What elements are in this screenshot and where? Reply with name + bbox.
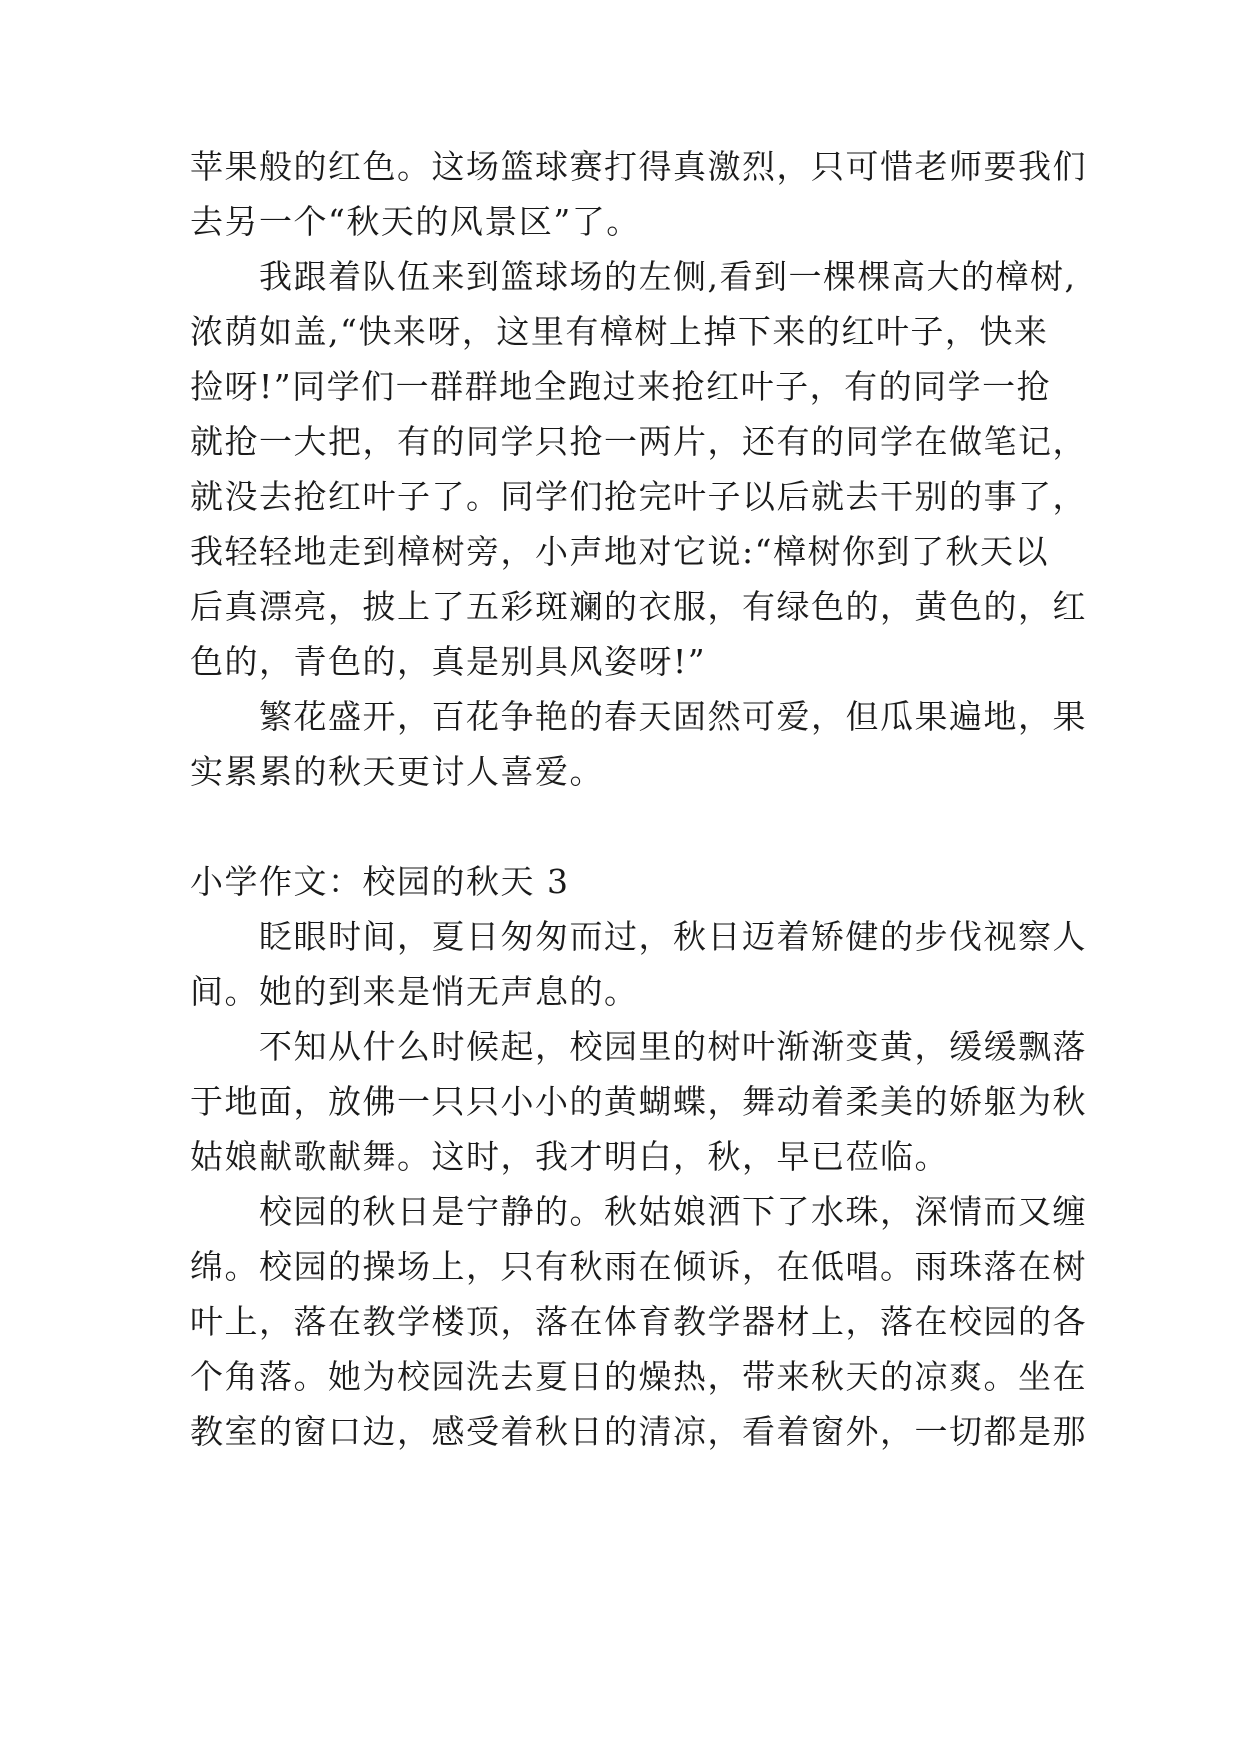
text-line: 个角落。她为校园洗去夏日的燥热，带来秋天的凉爽。坐在	[190, 1357, 1087, 1396]
text-line: 去另一个“秋天的风景区”了。	[190, 202, 641, 241]
text-line: 浓荫如盖,“快来呀，这里有樟树上掉下来的红叶子，快来	[190, 312, 1049, 351]
text-line: 间。她的到来是悄无声息的。	[190, 972, 639, 1011]
text-line: 我轻轻地走到樟树旁，小声地对它说:“樟树你到了秋天以	[190, 532, 1049, 571]
text-line: 绵。校园的操场上，只有秋雨在倾诉，在低唱。雨珠落在树	[190, 1247, 1087, 1286]
text-line: 捡呀!”同学们一群群地全跑过来抢红叶子，有的同学一抢	[190, 367, 1052, 406]
text-line: 色的，青色的，真是别具风姿呀!”	[190, 642, 707, 681]
paragraph-start-line: 我跟着队伍来到篮球场的左侧,看到一棵棵高大的樟树,	[190, 257, 1077, 296]
paragraph-start-line: 校园的秋日是宁静的。秋姑娘洒下了水珠，深情而又缠	[190, 1192, 1087, 1231]
paragraph-start-line: 不知从什么时候起，校园里的树叶渐渐变黄，缓缓飘落	[190, 1027, 1087, 1066]
paragraph-start-line: 眨眼时间，夏日匆匆而过，秋日迈着矫健的步伐视察人	[190, 917, 1087, 956]
text-line: 后真漂亮，披上了五彩斑斓的衣服，有绿色的，黄色的，红	[190, 587, 1087, 626]
text-line: 姑娘献歌献舞。这时，我才明白，秋，早已莅临。	[190, 1137, 949, 1176]
section-heading: 小学作文：校园的秋天 3	[190, 862, 570, 901]
text-line: 叶上，落在教学楼顶，落在体育教学器材上，落在校园的各	[190, 1302, 1087, 1341]
text-line: 苹果般的红色。这场篮球赛打得真激烈，只可惜老师要我们	[190, 147, 1087, 186]
text-line: 就没去抢红叶子了。同学们抢完叶子以后就去干别的事了，	[190, 477, 1087, 516]
text-line: 于地面，放佛一只只小小的黄蝴蝶，舞动着柔美的娇躯为秋	[190, 1082, 1087, 1121]
text-line: 就抢一大把，有的同学只抢一两片，还有的同学在做笔记，	[190, 422, 1087, 461]
text-line: 教室的窗口边，感受着秋日的清凉，看着窗外，一切都是那	[190, 1412, 1087, 1451]
text-line: 实累累的秋天更讨人喜爱。	[190, 752, 604, 791]
paragraph-start-line: 繁花盛开，百花争艳的春天固然可爱，但瓜果遍地，果	[190, 697, 1087, 736]
